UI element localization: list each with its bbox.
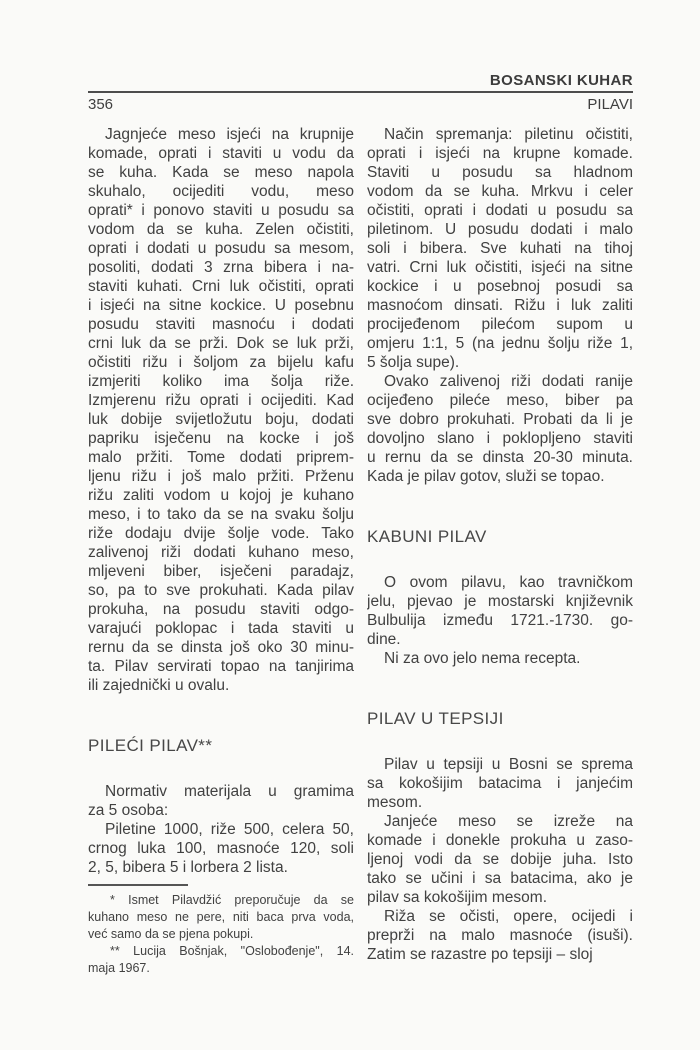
text-line: Janjeće meso se izreže na (384, 813, 633, 830)
text-line: * Ismet Pilavdžić preporučuje da se (110, 893, 354, 907)
text-line: dine. (367, 631, 401, 648)
text-line: već samo da se pjena pokupi. (88, 927, 254, 941)
text-line: Bulbulija između 1721.-1730. go- (367, 612, 633, 629)
text-line: maja 1967. (88, 961, 150, 975)
text-line: posoliti, dodati 3 zrna bibera i na- (88, 259, 354, 276)
text-line: soli i bibera. Sve kuhati na tihoj (367, 240, 633, 257)
text-line: Riža se očisti, opere, ocijedi i (384, 908, 633, 925)
text-line: sa kokošijim batacima i janjećim (367, 775, 633, 792)
heading-pileci-pilav: PILEĆI PILAV** (88, 736, 213, 755)
text-line: O ovom pilavu, kao travničkom (384, 574, 633, 591)
text-line: crnog luka 100, masnoće 120, soli (88, 840, 354, 857)
text-line: rižu zaliti vodom u kojoj je kuhano (88, 487, 354, 504)
text-line: skuhalo, ocijediti vodu, meso (88, 183, 354, 200)
text-line: ljenu rižu i još malo pržiti. Prženu (88, 468, 354, 485)
text-line: Normativ materijala u gramima (105, 783, 354, 800)
paragraph (367, 812, 633, 907)
text-line: malo pržiti. Tome dodati priprem- (88, 449, 354, 466)
book-title: BOSANSKI KUHAR (489, 72, 633, 89)
text-line: vodom da se kuha. Zelen očistiti, (88, 221, 354, 238)
paragraph (367, 372, 633, 486)
text-line: rernu da se dinsta još oko 30 minu- (88, 639, 354, 656)
text-line: zalivenoj riži dodati kuhano meso, (88, 544, 354, 561)
text-line: pilav sa kokošijim mesom. (367, 889, 548, 906)
text-line: papriku isječenu na kocke i još (88, 430, 354, 447)
text-line: prokuha, na posudu staviti odgo- (88, 601, 354, 618)
text-line: oprati i isjeći na krupne komade. (367, 145, 633, 162)
text-line: crni luk da se prži. Dok se luk prži, (88, 335, 354, 352)
text-line: meso, i to tako da se na svaku šolju (88, 506, 354, 523)
footnote (88, 943, 354, 977)
heading-pilav-u-tepsiji: PILAV U TEPSIJI (367, 709, 504, 728)
two-column-text (88, 125, 633, 977)
text-line: Ni za ovo jelo nema recepta. (384, 650, 581, 667)
text-line: u rernu da se dinsta 20-30 minuta. (367, 449, 633, 466)
text-line: mljeveni biber, isječeni paradajz, (88, 563, 354, 580)
text-line: komade, oprati i staviti u vodu da (88, 145, 354, 162)
footnote-separator-rule (88, 884, 188, 886)
paragraph (88, 782, 354, 820)
text-line: ljenoj vodi da se dobije juha. Isto (367, 851, 633, 868)
text-line: riže dodaju dvije šolje vode. Tako (88, 525, 354, 542)
text-line: oprati* i ponovo staviti u posudu sa (88, 202, 354, 219)
text-line: ocijeđeno pileće meso, biber pa (367, 392, 633, 409)
text-line: so, pa to sve prokuhati. Kada pilav (88, 582, 354, 599)
text-line: Staviti u posudu sa hladnom (367, 164, 633, 181)
heading-kabuni-pilav: KABUNI PILAV (367, 527, 487, 546)
text-line: izmjeriti koliko ima šolja riže. (88, 373, 354, 390)
text-line: mesom. (367, 794, 423, 811)
text-line: ta. Pilav servirati topao na tanjirima (88, 658, 354, 675)
text-line: Pilav u tepsiji u Bosni se sprema (384, 756, 633, 773)
header-row (88, 93, 633, 113)
text-line: za 5 osoba: (88, 802, 169, 819)
text-line: očistiti, oprati i dodati u posudu sa (367, 202, 633, 219)
paragraph (367, 755, 633, 812)
text-line: jelu, pjevao je mostarski književnik (367, 593, 633, 610)
text-line: i isjeći na sitne kockice. U posebnu (88, 297, 354, 314)
text-line: ** Lucija Bošnjak, "Oslobođenje", 14. (110, 944, 354, 958)
text-line: dovoljno slano i poklopljeno staviti (367, 430, 633, 447)
text-line: Izmjerenu rižu oprati i ocijediti. Kad (88, 392, 354, 409)
text-line: omjeru 1:1, 5 (na jednu šolju riže 1, (367, 335, 633, 352)
text-line: Ovako zalivenoj riži dodati ranije (384, 373, 633, 390)
text-line: tako se učini i sa batacima, ako je (367, 870, 633, 887)
text-line: Kada je pilav gotov, služi se topao. (367, 468, 605, 485)
text-line: Piletine 1000, riže 500, celera 50, (105, 821, 354, 838)
paragraph (88, 125, 354, 695)
book-page (0, 72, 700, 1050)
text-line: oprati i dodati u posudu sa mesom, (88, 240, 354, 257)
paragraph (367, 649, 633, 668)
text-line: 2, 5, bibera 5 i lorbera 2 lista. (88, 859, 288, 876)
text-line: 5 šolja supe). (367, 354, 460, 371)
text-line: piletinom. U posudu dodati i malo (367, 221, 633, 238)
text-line: ili zajednički u ovalu. (88, 677, 230, 694)
text-line: se kuha. Kada se meso napola (88, 164, 354, 181)
text-line: kockice i u posebnoj posudi sa (367, 278, 633, 295)
footnote (88, 892, 354, 943)
text-line: Jagnjeće meso isjeći na krupnije (105, 126, 354, 143)
text-line: sve dobro prokuhati. Probati da li je (367, 411, 633, 428)
text-line: vodom da se kuha. Mrkvu i celer (367, 183, 633, 200)
text-line: preprži na malo masnoće (isuši). (367, 927, 633, 944)
section-title: PILAVI (587, 96, 633, 113)
paragraph (367, 573, 633, 649)
paragraph (88, 820, 354, 877)
left-column (88, 125, 354, 977)
page-header (88, 72, 633, 113)
text-line: masnoćom dinsati. Rižu i luk zaliti (367, 297, 633, 314)
text-line: staviti kuhati. Crni luk očistiti, oprati (88, 278, 354, 295)
page-number: 356 (88, 96, 114, 113)
page-content (88, 72, 633, 977)
right-column (367, 125, 633, 977)
text-line: luk dobije svijetložutu boju, dodati (88, 411, 354, 428)
text-line: varajući poklopac i tada staviti u (88, 620, 354, 637)
text-line: Način spremanja: piletinu očistiti, (384, 126, 633, 143)
text-line: procijeđenom pilećom supom u (367, 316, 633, 333)
text-line: vatri. Crni luk očistiti, isjeći na sitne (367, 259, 633, 276)
text-line: kuhano meso ne pere, niti baca prva voda, (88, 910, 354, 924)
text-line: posudu staviti masnoću i dodati (88, 316, 354, 333)
text-line: komade i donekle prokuha u zaso- (367, 832, 633, 849)
text-line: Zatim se razastre po tepsiji – sloj (367, 946, 593, 963)
paragraph (367, 125, 633, 372)
paragraph (367, 907, 633, 964)
text-line: očistiti rižu i šoljom za bijelu kafu (88, 354, 354, 371)
